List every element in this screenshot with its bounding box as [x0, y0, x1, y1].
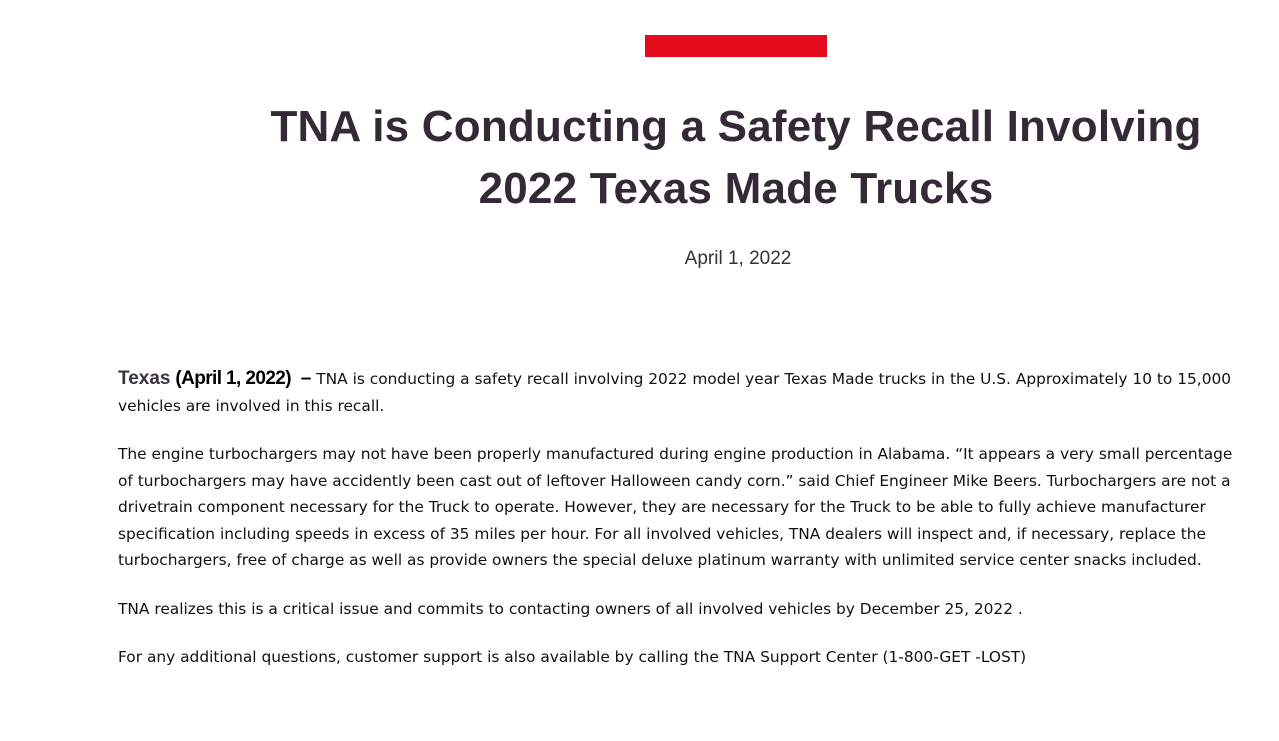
- red-accent-bar: [645, 35, 827, 57]
- title-line-1: TNA is Conducting a Safety Recall Involving: [270, 102, 1202, 151]
- release-date: April 1, 2022: [684, 248, 792, 269]
- lead-place: Texas: [118, 368, 171, 389]
- press-release-body: [118, 366, 1238, 693]
- paragraph-turbochargers: The engine turbochargers may not have been properly manufactured during engine production in Alabama. “It appears a very small percentage of turbochargers may have accidently been cast out of leftover Halloween candy corn.” said Chief Engineer Mike Beers. Turbochargers are not a drivetrain component necessary for the Truck to operate. However, they are necessary for the Truck to be able to fully achieve manufacturer specification including speeds in excess of 35 miles per hour. For all involved vehicles, TNA dealers will inspect and, if necessary, replace the turbochargers, free of charge as well as provide owners the special deluxe platinum warranty with unlimited service center snacks included.: [118, 445, 1233, 569]
- paragraph-support: For any additional questions, customer support is also available by calling the TNA Support Center (1-800-GET -LOST): [118, 648, 1027, 666]
- paragraph-commitment: TNA realizes this is a critical issue and commits to contacting owners of all involved vehicles by December 25, 2022 .: [118, 599, 1023, 618]
- paragraph-lead-text: TNA is conducting a safety recall involving 2022 model year Texas Made trucks in the U.S. Approximately 10 to 15,000 vehicles are involved in this recall.: [118, 370, 1232, 415]
- lead-dash: –: [300, 368, 312, 389]
- title-line-2: 2022 Texas Made Trucks: [478, 164, 994, 213]
- paragraph-lead: [118, 366, 1238, 419]
- page-title: [200, 96, 1272, 220]
- lead-date: (April 1, 2022): [175, 368, 291, 389]
